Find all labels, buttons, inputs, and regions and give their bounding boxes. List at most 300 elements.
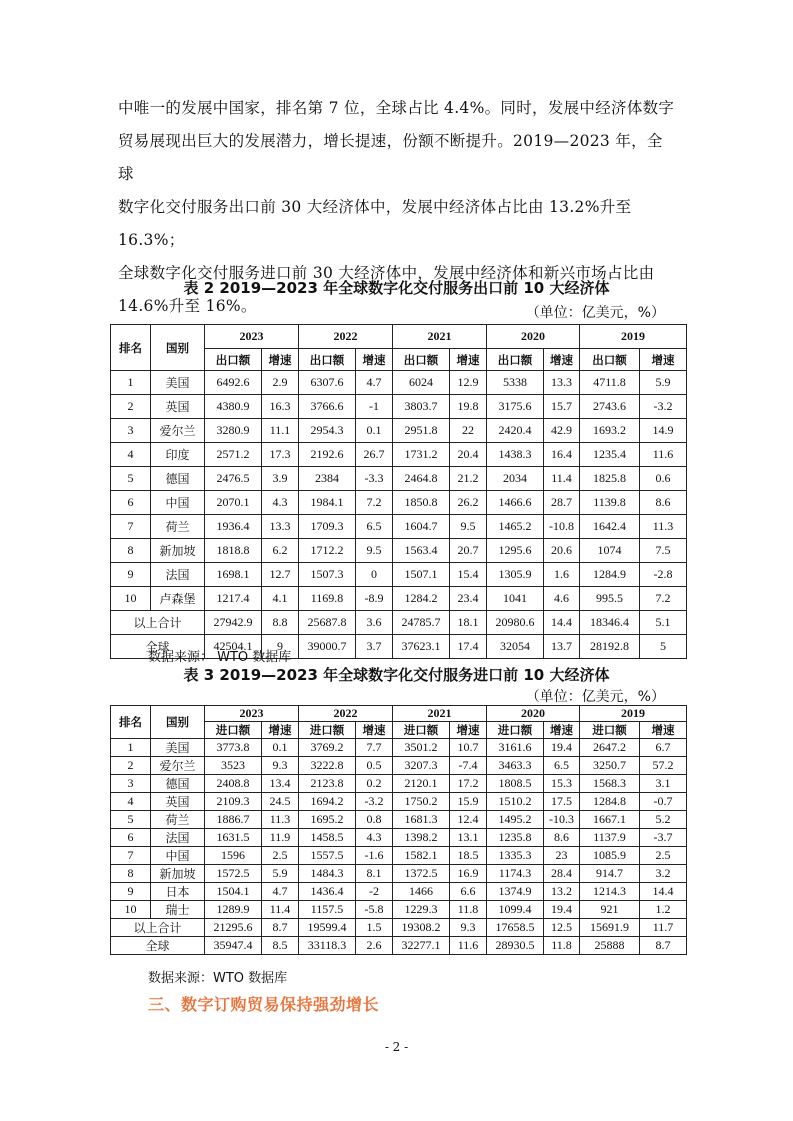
page-number: - 2 - bbox=[384, 1040, 409, 1054]
value-cell: 1825.8 bbox=[580, 467, 640, 491]
rank-cell: 1 bbox=[111, 739, 151, 757]
value-cell: 5 bbox=[640, 635, 687, 659]
table-row bbox=[111, 757, 687, 775]
value-cell: 13.3 bbox=[544, 371, 580, 395]
value-cell: 2954.3 bbox=[299, 419, 356, 443]
table-row bbox=[111, 395, 687, 419]
value-cell: 3.2 bbox=[640, 865, 687, 883]
value-cell: 3463.3 bbox=[487, 757, 544, 775]
value-cell: 1074 bbox=[580, 539, 640, 563]
value-cell: 1289.9 bbox=[205, 901, 262, 919]
paragraph-line: 数字化交付服务出口前 30 大经济体中，发展中经济体占比由 13.2%升至 16.3%； bbox=[118, 198, 632, 249]
value-cell: 1.2 bbox=[640, 901, 687, 919]
value-cell: 26.7 bbox=[356, 443, 393, 467]
value-cell: 1284.2 bbox=[393, 587, 450, 611]
value-cell: 13.3 bbox=[262, 515, 299, 539]
rank-cell: 2 bbox=[111, 757, 151, 775]
export-value-header: 出口额 bbox=[393, 349, 450, 371]
value-cell: 9.5 bbox=[450, 515, 487, 539]
value-cell: 2.9 bbox=[262, 371, 299, 395]
value-cell: 18.1 bbox=[450, 611, 487, 635]
table3-unit: （单位：亿美元，%） bbox=[525, 689, 665, 705]
value-cell: 8.8 bbox=[262, 611, 299, 635]
value-cell: 2123.8 bbox=[299, 775, 356, 793]
country-cell: 英国 bbox=[151, 395, 205, 419]
value-cell: 12.7 bbox=[262, 563, 299, 587]
value-cell: 2.6 bbox=[356, 937, 393, 955]
total-row bbox=[111, 937, 687, 955]
value-cell: 12.9 bbox=[450, 371, 487, 395]
value-cell: 995.5 bbox=[580, 587, 640, 611]
value-cell: -3.7 bbox=[640, 829, 687, 847]
value-cell: 1137.9 bbox=[580, 829, 640, 847]
paragraph-line: 全球数字化交付服务进口前 30 大经济体中，发展中经济体和新兴市场占比由 bbox=[118, 264, 655, 282]
value-cell: 914.7 bbox=[580, 865, 640, 883]
value-cell: 1984.1 bbox=[299, 491, 356, 515]
value-cell: 1850.8 bbox=[393, 491, 450, 515]
growth-header: 增速 bbox=[262, 349, 299, 371]
rank-cell: 8 bbox=[111, 865, 151, 883]
country-cell: 德国 bbox=[151, 467, 205, 491]
value-cell: 20.4 bbox=[450, 443, 487, 467]
table2-unit: （单位：亿美元，%） bbox=[525, 305, 665, 321]
country-cell: 瑞士 bbox=[151, 901, 205, 919]
rank-cell: 3 bbox=[111, 419, 151, 443]
value-cell: 4711.8 bbox=[580, 371, 640, 395]
value-cell: 9.5 bbox=[356, 539, 393, 563]
value-cell: -2 bbox=[356, 883, 393, 901]
import-value-header: 进口额 bbox=[580, 722, 640, 739]
value-cell: 8.6 bbox=[544, 829, 580, 847]
year-header: 2021 bbox=[393, 325, 487, 349]
year-header: 2022 bbox=[299, 706, 393, 722]
rank-cell: 3 bbox=[111, 775, 151, 793]
value-cell: 1681.3 bbox=[393, 811, 450, 829]
growth-header: 增速 bbox=[640, 349, 687, 371]
value-cell: 1572.5 bbox=[205, 865, 262, 883]
value-cell: 1398.2 bbox=[393, 829, 450, 847]
value-cell: 1235.8 bbox=[487, 829, 544, 847]
table2-source: 数据来源： WTO 数据库 bbox=[148, 650, 292, 665]
value-cell: 25888 bbox=[580, 937, 640, 955]
value-cell: 11.4 bbox=[544, 467, 580, 491]
value-cell: -3.3 bbox=[356, 467, 393, 491]
country-cell: 印度 bbox=[151, 443, 205, 467]
paragraph-line: 14.6%升至 16%。 bbox=[118, 297, 257, 315]
value-cell: 1507.1 bbox=[393, 563, 450, 587]
country-cell: 卢森堡 bbox=[151, 587, 205, 611]
value-cell: 25687.8 bbox=[299, 611, 356, 635]
year-header: 2023 bbox=[205, 706, 299, 722]
value-cell: 9.3 bbox=[262, 757, 299, 775]
value-cell: 24.5 bbox=[262, 793, 299, 811]
value-cell: 1305.9 bbox=[487, 563, 544, 587]
value-cell: 15.7 bbox=[544, 395, 580, 419]
country-cell: 爱尔兰 bbox=[151, 757, 205, 775]
value-cell: 17.4 bbox=[450, 635, 487, 659]
value-cell: 15.3 bbox=[544, 775, 580, 793]
value-cell: 3773.8 bbox=[205, 739, 262, 757]
value-cell: 1229.3 bbox=[393, 901, 450, 919]
value-cell: 1667.1 bbox=[580, 811, 640, 829]
total-row bbox=[111, 611, 687, 635]
value-cell: 1174.3 bbox=[487, 865, 544, 883]
import-value-header: 进口额 bbox=[393, 722, 450, 739]
value-cell: 33118.3 bbox=[299, 937, 356, 955]
value-cell: 9.3 bbox=[450, 919, 487, 937]
value-cell: 3280.9 bbox=[205, 419, 262, 443]
value-cell: 15.9 bbox=[450, 793, 487, 811]
value-cell: 32277.1 bbox=[393, 937, 450, 955]
value-cell: 28930.5 bbox=[487, 937, 544, 955]
value-cell: 37623.1 bbox=[393, 635, 450, 659]
value-cell: 1604.7 bbox=[393, 515, 450, 539]
value-cell: 20.6 bbox=[544, 539, 580, 563]
value-cell: 2.5 bbox=[262, 847, 299, 865]
value-cell: 19.4 bbox=[544, 901, 580, 919]
value-cell: 6.2 bbox=[262, 539, 299, 563]
year-header: 2022 bbox=[299, 325, 393, 349]
value-cell: 1808.5 bbox=[487, 775, 544, 793]
country-cell: 美国 bbox=[151, 371, 205, 395]
total-label-cell: 全球 bbox=[111, 937, 205, 955]
value-cell: 13.7 bbox=[544, 635, 580, 659]
value-cell: 6.7 bbox=[640, 739, 687, 757]
import-value-header: 进口额 bbox=[299, 722, 356, 739]
growth-header: 增速 bbox=[356, 722, 393, 739]
value-cell: 0.1 bbox=[356, 419, 393, 443]
value-cell: 1557.5 bbox=[299, 847, 356, 865]
growth-header: 增速 bbox=[544, 722, 580, 739]
value-cell: 1465.2 bbox=[487, 515, 544, 539]
value-cell: 18346.4 bbox=[580, 611, 640, 635]
value-cell: 2476.5 bbox=[205, 467, 262, 491]
value-cell: 1335.3 bbox=[487, 847, 544, 865]
value-cell: 11.8 bbox=[544, 937, 580, 955]
rank-cell: 2 bbox=[111, 395, 151, 419]
value-cell: 3.6 bbox=[356, 611, 393, 635]
value-cell: 3769.2 bbox=[299, 739, 356, 757]
value-cell: 1085.9 bbox=[580, 847, 640, 865]
value-cell: -5.8 bbox=[356, 901, 393, 919]
table-row bbox=[111, 793, 687, 811]
rank-cell: 9 bbox=[111, 883, 151, 901]
value-cell: 16.3 bbox=[262, 395, 299, 419]
rank-cell: 9 bbox=[111, 563, 151, 587]
rank-cell: 8 bbox=[111, 539, 151, 563]
table-row bbox=[111, 587, 687, 611]
value-cell: 14.9 bbox=[640, 419, 687, 443]
value-cell: 16.4 bbox=[544, 443, 580, 467]
value-cell: 11.8 bbox=[450, 901, 487, 919]
value-cell: 1695.2 bbox=[299, 811, 356, 829]
value-cell: 2647.2 bbox=[580, 739, 640, 757]
growth-header: 增速 bbox=[450, 349, 487, 371]
value-cell: 17.5 bbox=[544, 793, 580, 811]
table-row bbox=[111, 775, 687, 793]
growth-header: 增速 bbox=[450, 722, 487, 739]
value-cell: 6307.6 bbox=[299, 371, 356, 395]
total-label-cell: 以上合计 bbox=[111, 611, 205, 635]
rank-cell: 6 bbox=[111, 491, 151, 515]
country-cell: 中国 bbox=[151, 847, 205, 865]
growth-header: 增速 bbox=[262, 722, 299, 739]
value-cell: 28.4 bbox=[544, 865, 580, 883]
paragraph-line: 中唯一的发展中国家，排名第 7 位，全球占比 4.4%。同时，发展中经济体数字 bbox=[118, 99, 675, 117]
value-cell: 4.3 bbox=[356, 829, 393, 847]
value-cell: 42504.1 bbox=[205, 635, 262, 659]
table-row bbox=[111, 901, 687, 919]
value-cell: 2034 bbox=[487, 467, 544, 491]
value-cell: 19599.4 bbox=[299, 919, 356, 937]
value-cell: 1631.5 bbox=[205, 829, 262, 847]
table3-source: 数据来源：WTO 数据库 bbox=[148, 971, 288, 986]
value-cell: 8.5 bbox=[262, 937, 299, 955]
value-cell: 11.3 bbox=[640, 515, 687, 539]
value-cell: 4.3 bbox=[262, 491, 299, 515]
paragraph-line: 贸易展现出巨大的发展潜力，增长提速，份额不断提升。2019—2023 年，全球 bbox=[118, 132, 663, 183]
value-cell: 3161.6 bbox=[487, 739, 544, 757]
value-cell: -3.2 bbox=[640, 395, 687, 419]
value-cell: 4.7 bbox=[262, 883, 299, 901]
year-header: 2019 bbox=[580, 706, 687, 722]
value-cell: 3175.6 bbox=[487, 395, 544, 419]
table3-title: 表 3 2019—2023 年全球数字化交付服务进口前 10 大经济体 bbox=[183, 666, 610, 684]
table3-import-ranking bbox=[110, 705, 687, 955]
value-cell: 4380.9 bbox=[205, 395, 262, 419]
value-cell: 0 bbox=[356, 563, 393, 587]
value-cell: -7.4 bbox=[450, 757, 487, 775]
value-cell: 57.2 bbox=[640, 757, 687, 775]
country-header: 国别 bbox=[151, 706, 205, 739]
value-cell: 21.2 bbox=[450, 467, 487, 491]
country-header: 国别 bbox=[151, 325, 205, 371]
value-cell: 17.2 bbox=[450, 775, 487, 793]
country-cell: 新加坡 bbox=[151, 539, 205, 563]
value-cell: 15691.9 bbox=[580, 919, 640, 937]
value-cell: 1693.2 bbox=[580, 419, 640, 443]
value-cell: 5.2 bbox=[640, 811, 687, 829]
value-cell: 2192.6 bbox=[299, 443, 356, 467]
rank-cell: 6 bbox=[111, 829, 151, 847]
table2-title: 表 2 2019—2023 年全球数字化交付服务出口前 10 大经济体 bbox=[183, 279, 610, 297]
value-cell: 1563.4 bbox=[393, 539, 450, 563]
value-cell: 1731.2 bbox=[393, 443, 450, 467]
country-cell: 法国 bbox=[151, 829, 205, 847]
growth-header: 增速 bbox=[640, 722, 687, 739]
export-value-header: 出口额 bbox=[580, 349, 640, 371]
value-cell: 1295.6 bbox=[487, 539, 544, 563]
value-cell: 6.5 bbox=[356, 515, 393, 539]
value-cell: 8.7 bbox=[640, 937, 687, 955]
table-row bbox=[111, 883, 687, 901]
value-cell: 1169.8 bbox=[299, 587, 356, 611]
value-cell: 4.1 bbox=[262, 587, 299, 611]
value-cell: -2.8 bbox=[640, 563, 687, 587]
value-cell: 1284.8 bbox=[580, 793, 640, 811]
value-cell: 11.3 bbox=[262, 811, 299, 829]
table-row bbox=[111, 563, 687, 587]
value-cell: 8.1 bbox=[356, 865, 393, 883]
value-cell: 2951.8 bbox=[393, 419, 450, 443]
table-row bbox=[111, 491, 687, 515]
rank-header: 排名 bbox=[111, 706, 151, 739]
table2-export-ranking bbox=[110, 324, 687, 659]
value-cell: 0.1 bbox=[262, 739, 299, 757]
value-cell: 1712.2 bbox=[299, 539, 356, 563]
value-cell: 3523 bbox=[205, 757, 262, 775]
value-cell: 24785.7 bbox=[393, 611, 450, 635]
country-cell: 法国 bbox=[151, 563, 205, 587]
value-cell: 921 bbox=[580, 901, 640, 919]
year-header: 2021 bbox=[393, 706, 487, 722]
country-cell: 中国 bbox=[151, 491, 205, 515]
rank-cell: 10 bbox=[111, 901, 151, 919]
country-cell: 荷兰 bbox=[151, 811, 205, 829]
table-row bbox=[111, 419, 687, 443]
value-cell: 0.8 bbox=[356, 811, 393, 829]
value-cell: 4.6 bbox=[544, 587, 580, 611]
value-cell: 1504.1 bbox=[205, 883, 262, 901]
table-row bbox=[111, 865, 687, 883]
value-cell: 2.5 bbox=[640, 847, 687, 865]
value-cell: 1436.4 bbox=[299, 883, 356, 901]
rank-cell: 1 bbox=[111, 371, 151, 395]
value-cell: 20980.6 bbox=[487, 611, 544, 635]
total-row bbox=[111, 919, 687, 937]
value-cell: 3803.7 bbox=[393, 395, 450, 419]
value-cell: -10.3 bbox=[544, 811, 580, 829]
value-cell: 10.7 bbox=[450, 739, 487, 757]
value-cell: 21295.6 bbox=[205, 919, 262, 937]
value-cell: 1642.4 bbox=[580, 515, 640, 539]
value-cell: 1372.5 bbox=[393, 865, 450, 883]
value-cell: 3250.7 bbox=[580, 757, 640, 775]
value-cell: 2384 bbox=[299, 467, 356, 491]
value-cell: 1157.5 bbox=[299, 901, 356, 919]
value-cell: 19.4 bbox=[544, 739, 580, 757]
value-cell: 1466 bbox=[393, 883, 450, 901]
value-cell: 5338 bbox=[487, 371, 544, 395]
table-row bbox=[111, 739, 687, 757]
value-cell: 1214.3 bbox=[580, 883, 640, 901]
value-cell: 1582.1 bbox=[393, 847, 450, 865]
value-cell: 1466.6 bbox=[487, 491, 544, 515]
table-row bbox=[111, 539, 687, 563]
table-row bbox=[111, 811, 687, 829]
value-cell: -3.2 bbox=[356, 793, 393, 811]
rank-header: 排名 bbox=[111, 325, 151, 371]
rank-cell: 7 bbox=[111, 847, 151, 865]
table-row bbox=[111, 515, 687, 539]
country-cell: 爱尔兰 bbox=[151, 419, 205, 443]
value-cell: 13.1 bbox=[450, 829, 487, 847]
value-cell: 1484.3 bbox=[299, 865, 356, 883]
value-cell: 14.4 bbox=[640, 883, 687, 901]
value-cell: 11.6 bbox=[450, 937, 487, 955]
value-cell: 1596 bbox=[205, 847, 262, 865]
value-cell: 7.7 bbox=[356, 739, 393, 757]
value-cell: 27942.9 bbox=[205, 611, 262, 635]
value-cell: 3.9 bbox=[262, 467, 299, 491]
country-cell: 德国 bbox=[151, 775, 205, 793]
year-header: 2020 bbox=[487, 706, 580, 722]
value-cell: 6492.6 bbox=[205, 371, 262, 395]
value-cell: 2420.4 bbox=[487, 419, 544, 443]
value-cell: 3.1 bbox=[640, 775, 687, 793]
value-cell: 7.5 bbox=[640, 539, 687, 563]
country-cell: 荷兰 bbox=[151, 515, 205, 539]
import-value-header: 进口额 bbox=[487, 722, 544, 739]
value-cell: 35947.4 bbox=[205, 937, 262, 955]
table-row bbox=[111, 371, 687, 395]
value-cell: 1.6 bbox=[544, 563, 580, 587]
value-cell: 5.1 bbox=[640, 611, 687, 635]
value-cell: 1099.4 bbox=[487, 901, 544, 919]
value-cell: 1217.4 bbox=[205, 587, 262, 611]
value-cell: 22 bbox=[450, 419, 487, 443]
value-cell: 2120.1 bbox=[393, 775, 450, 793]
value-cell: 1886.7 bbox=[205, 811, 262, 829]
value-cell: 42.9 bbox=[544, 419, 580, 443]
rank-cell: 10 bbox=[111, 587, 151, 611]
value-cell: -0.7 bbox=[640, 793, 687, 811]
value-cell: 1568.3 bbox=[580, 775, 640, 793]
value-cell: 3501.2 bbox=[393, 739, 450, 757]
value-cell: 12.4 bbox=[450, 811, 487, 829]
value-cell: 13.4 bbox=[262, 775, 299, 793]
value-cell: 2464.8 bbox=[393, 467, 450, 491]
total-label-cell: 全球 bbox=[111, 635, 205, 659]
value-cell: 6024 bbox=[393, 371, 450, 395]
value-cell: 0.6 bbox=[640, 467, 687, 491]
value-cell: 7.2 bbox=[356, 491, 393, 515]
value-cell: 19308.2 bbox=[393, 919, 450, 937]
value-cell: 7.2 bbox=[640, 587, 687, 611]
value-cell: 16.9 bbox=[450, 865, 487, 883]
value-cell: 1438.3 bbox=[487, 443, 544, 467]
value-cell: 0.2 bbox=[356, 775, 393, 793]
rank-cell: 5 bbox=[111, 467, 151, 491]
rank-cell: 7 bbox=[111, 515, 151, 539]
value-cell: 4.7 bbox=[356, 371, 393, 395]
value-cell: 1.5 bbox=[356, 919, 393, 937]
value-cell: 3.7 bbox=[356, 635, 393, 659]
value-cell: 32054 bbox=[487, 635, 544, 659]
country-cell: 新加坡 bbox=[151, 865, 205, 883]
value-cell: 1458.5 bbox=[299, 829, 356, 847]
value-cell: 0.5 bbox=[356, 757, 393, 775]
export-value-header: 出口额 bbox=[205, 349, 262, 371]
value-cell: 6.6 bbox=[450, 883, 487, 901]
value-cell: 20.7 bbox=[450, 539, 487, 563]
value-cell: 1284.9 bbox=[580, 563, 640, 587]
value-cell: 12.5 bbox=[544, 919, 580, 937]
table-row bbox=[111, 847, 687, 865]
table-row bbox=[111, 443, 687, 467]
value-cell: 1041 bbox=[487, 587, 544, 611]
rank-cell: 4 bbox=[111, 443, 151, 467]
table-row bbox=[111, 467, 687, 491]
year-header: 2019 bbox=[580, 325, 687, 349]
value-cell: 19.8 bbox=[450, 395, 487, 419]
value-cell: 13.2 bbox=[544, 883, 580, 901]
table-row bbox=[111, 829, 687, 847]
export-value-header: 出口额 bbox=[299, 349, 356, 371]
value-cell: 1139.8 bbox=[580, 491, 640, 515]
value-cell: 1936.4 bbox=[205, 515, 262, 539]
value-cell: 2743.6 bbox=[580, 395, 640, 419]
